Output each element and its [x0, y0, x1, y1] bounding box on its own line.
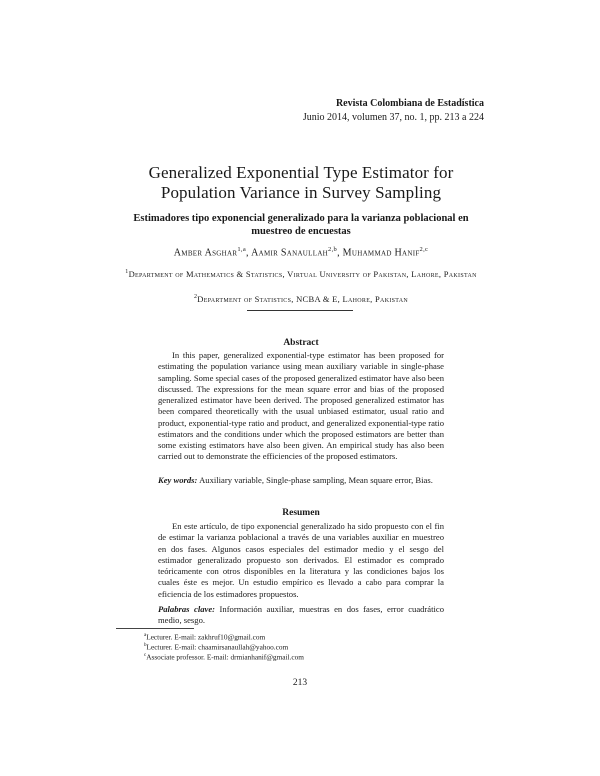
- footnote-sup: b: [144, 643, 147, 648]
- author-sup: 2,b: [328, 246, 338, 253]
- author-name: Aamir Sanaullah: [251, 247, 329, 259]
- palabras-clave: [158, 604, 444, 627]
- author-sup: 1,a: [237, 246, 247, 253]
- paper-title: Generalized Exponential Type Estimator for Population Variance in Survey Sampling: [148, 163, 454, 202]
- title-divider: [247, 310, 353, 311]
- author-sup: 2,c: [419, 246, 429, 253]
- journal-header: [303, 97, 484, 125]
- footnote-rule: [116, 628, 194, 629]
- author-name: Amber Asghar: [173, 247, 238, 259]
- resumen-body: En este artículo, de tipo exponencial generalizado ha sido propuesto con el fin de estimar la varianza poblacional a través de una variables auxiliar en muestreo en dos fases. Algunos casos especiales del estimador medio y el sesgo del estimador generalizado propuesto son derivados. El estimador es comprado teóricamente con otros disponibles en la literatura y las condiciones bajos los cuales éste es mejor. Un estudio empírico es llevado a cabo para comprar la eficiencia de los estimadores propuestos.: [158, 521, 444, 599]
- palabras-clave-text: Información auxiliar, muestras en dos fases, error cuadrático medio, sesgo.: [158, 604, 444, 626]
- keywords-label: Key words:: [158, 475, 198, 485]
- footnote-text: Lecturer. E-mail: chaamirsanaullah@yahoo.com: [146, 642, 289, 652]
- affiliation: [120, 291, 482, 305]
- palabras-clave-label: Palabras clave:: [158, 604, 216, 614]
- keywords-text: Auxiliary variable, Single-phase sampling, Mean square error, Bias.: [199, 475, 433, 485]
- abstract-body: In this paper, generalized exponential-type estimator has been proposed for estimating the population variance using mean auxiliary variable in single-phase sampling. Some special cases of the proposed generalized estimator have also been discussed. The expressions for the mean square error and bias of the proposed generalized estimator have been derived. The proposed generalized estimator has been compared theoretically with the usual unbiased estimator, usual ratio and product, exponential-type ratio and product, and generalized exponential-type ratio estimators and the conditions under which the proposed estimators are better than some existing estimators have also been given. An empirical study has also been carried out to demonstrate the efficiencies of the proposed estimators.: [158, 350, 444, 462]
- footnote-text: Associate professor. E-mail: drmianhanif@gmail.com: [146, 652, 304, 662]
- paper-subtitle: Estimadores tipo exponencial generalizado para la varianza poblacional en muestreo de encuestas: [133, 213, 469, 237]
- affiliation-sup: 1: [125, 269, 129, 275]
- affiliation-sup: 2: [193, 294, 198, 300]
- author-list: Amber Asghar$^{1,a}$, Aamir Sanaullah$^{2,b}$, Muhammad Hanif$^{2,c}$: [173, 246, 429, 259]
- page-number: 213: [292, 678, 308, 688]
- footnote: [144, 651, 304, 662]
- footnote-text: Lecturer. E-mail: zakhruf10@gmail.com: [146, 632, 266, 642]
- resumen-heading: Resumen: [282, 508, 320, 518]
- abstract-heading: Abstract: [283, 338, 319, 348]
- keywords: [158, 475, 444, 486]
- footnote-sup: c: [144, 653, 147, 658]
- author-name: Muhammad Hanif: [342, 247, 420, 259]
- affiliation-text: Department of Mathematics & Statistics, Virtual University of Pakistan, Lahore, Pakistan: [128, 268, 477, 279]
- journal-name: Revista Colombiana de Estadística: [335, 98, 484, 109]
- affiliation: [120, 266, 482, 280]
- footnote-sup: a: [144, 633, 147, 638]
- journal-issue: Junio 2014, volumen 37, no. 1, pp. 213 a 224: [302, 112, 484, 123]
- affiliation-text: Department of Statistics, NCBA & E, Lahore, Pakistan: [197, 293, 409, 304]
